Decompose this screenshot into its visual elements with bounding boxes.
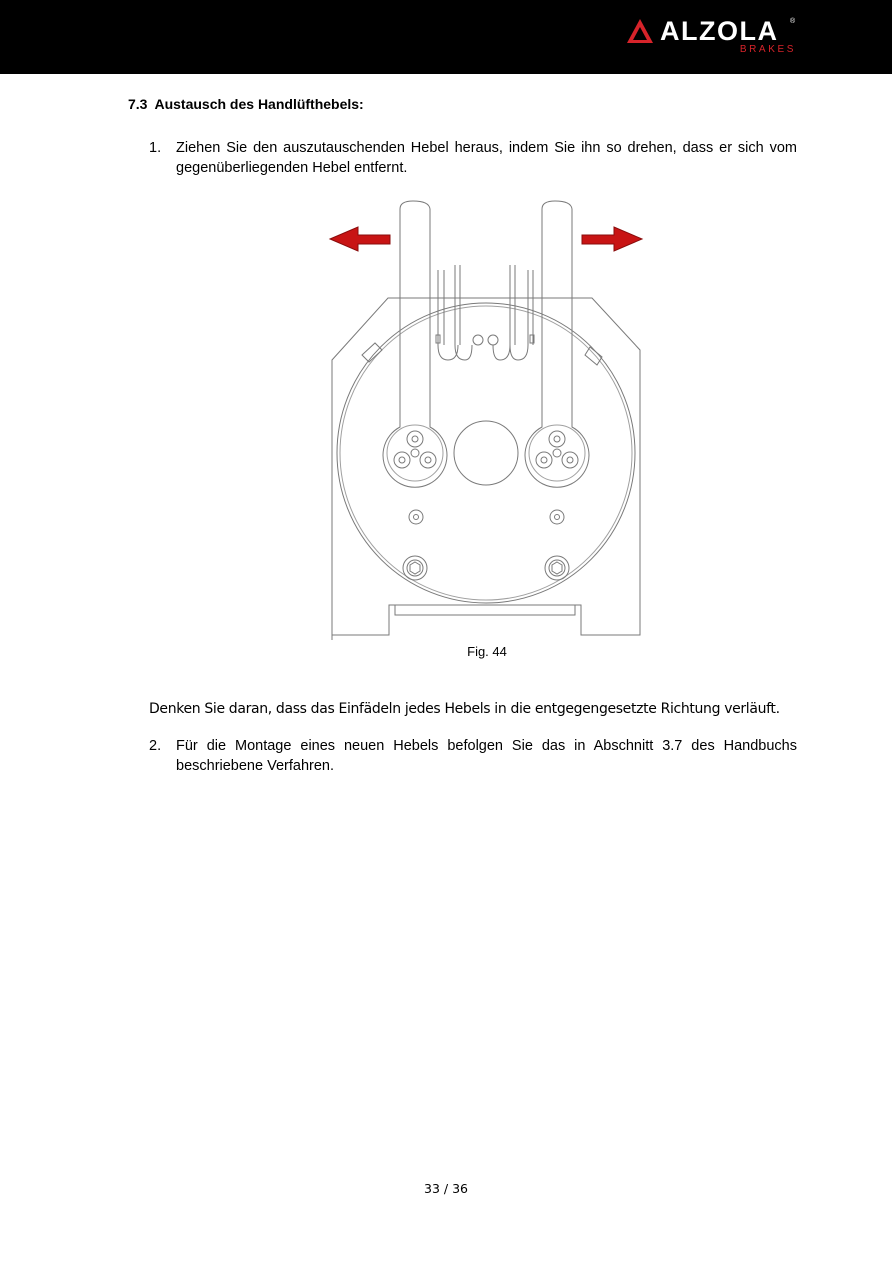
figure-caption: Fig. 44 — [467, 644, 507, 659]
note-text: Denken Sie daran, dass das Einfädeln jedes Hebels in die entgegengesetzte Richtung verläuft. — [149, 701, 780, 717]
section-heading — [128, 95, 364, 113]
arrow-left-icon — [330, 227, 390, 251]
logo-name: ALZOLA — [660, 16, 779, 46]
list-item — [149, 736, 797, 776]
logo-registered-mark: ® — [790, 18, 796, 25]
step-text: Ziehen Sie den auszutauschenden Hebel heraus, indem Sie ihn so drehen, dass er sich vom gegenüberliegenden Hebel entfernt. — [176, 140, 797, 176]
header-bar — [0, 0, 892, 74]
logo-triangle-icon — [626, 18, 654, 44]
list-item — [149, 138, 797, 178]
step-number: 1. — [149, 140, 162, 156]
arrow-right-icon — [582, 227, 642, 251]
alzola-logo — [626, 16, 801, 58]
logo-subtitle: BRAKES — [739, 44, 796, 55]
step-text: Für die Montage eines neuen Hebels befolgen Sie das in Abschnitt 3.7 des Handbuchs beschriebene Verfahren. — [176, 738, 797, 774]
section-title: Austausch des Handlüfthebels: — [154, 96, 364, 112]
brake-technical-drawing — [320, 195, 660, 640]
figure-brake-drawing — [320, 195, 660, 640]
step-number: 2. — [149, 738, 162, 754]
page-number: 33 / 36 — [424, 1181, 468, 1196]
section-number: 7.3 — [128, 96, 148, 112]
